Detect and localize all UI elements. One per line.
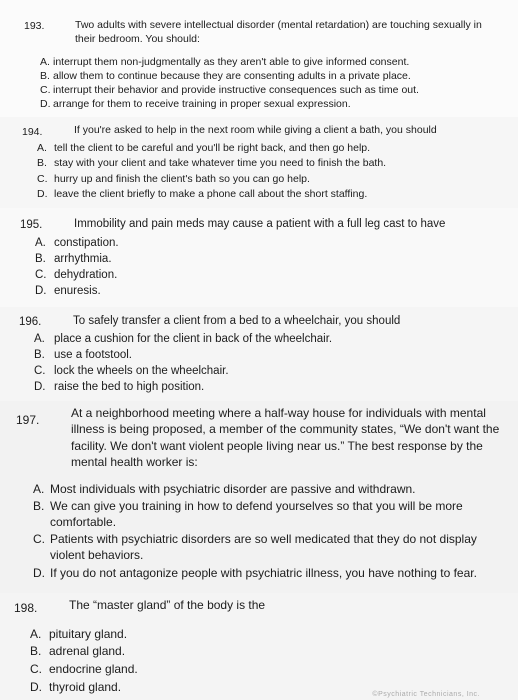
question-stem: If you're asked to help in the next room while giving a client a bath, you should (74, 124, 437, 136)
answer-option-c[interactable]: C. hurry up and finish the client's bath so you can go help. (37, 173, 310, 185)
answer-option-b[interactable]: B. use a footstool. (34, 349, 132, 361)
answer-option-d[interactable]: D. raise the bed to high position. (34, 381, 205, 393)
answer-option-b[interactable]: B. We can give you training in how to defend yourselves so that you will be more comfortable. (33, 499, 463, 530)
answer-option-c[interactable]: C. lock the wheels on the wheelchair. (34, 365, 229, 377)
question-number: 197. (16, 413, 40, 427)
answer-option-a[interactable]: A. constipation. (35, 237, 119, 249)
question-stem: The “master gland” of the body is the (69, 598, 266, 612)
answer-option-a[interactable]: A. interrupt them non-judgmentally as they aren't able to give informed consent. (40, 56, 410, 68)
question-number: 195. (20, 219, 43, 231)
answer-option-a[interactable]: A. tell the client to be careful and you'll be right back, and then go help. (37, 142, 371, 154)
answer-option-a[interactable]: A. Most individuals with psychiatric disorder are passive and withdrawn. (33, 482, 416, 496)
answer-option-d[interactable]: D. If you do not antagonize people with psychiatric illness, you have nothing to fear. (33, 566, 477, 580)
answer-option-d[interactable]: D. arrange for them to receive training in proper sexual expression. (40, 98, 351, 110)
question-stem: Two adults with severe intellectual disorder (mental retardation) are touching sexually in their bedroom. You should: (75, 19, 482, 45)
answer-option-a[interactable]: A. place a cushion for the client in back of the wheelchair. (34, 333, 333, 345)
answer-option-c[interactable]: C. endocrine gland. (30, 662, 138, 676)
question-number: 194. (22, 126, 43, 138)
answer-option-b[interactable]: B. allow them to continue because they are consenting adults in a private place. (40, 70, 411, 82)
copyright-footer: ©Psychiatric Technicians, Inc. (372, 691, 480, 698)
question-number: 198. (14, 601, 38, 615)
answer-option-b[interactable]: B. arrhythmia. (35, 253, 112, 265)
answer-option-c[interactable]: C. Patients with psychiatric disorders are so well medicated that they do not display violent behaviors. (33, 532, 477, 563)
question-number: 196. (19, 316, 42, 328)
answer-option-c[interactable]: C. interrupt their behavior and provide instructive consequences such as time out. (40, 84, 419, 96)
answer-option-a[interactable]: A. pituitary gland. (30, 627, 128, 641)
answer-option-d[interactable]: D. thyroid gland. (30, 680, 122, 694)
question-stem: At a neighborhood meeting where a half-way house for individuals with mental illness is being proposed, a member of the community states, “We don't want the facility. We don't want violent people living near us.” The best response by the mental health worker is: (71, 406, 500, 469)
question-stem: Immobility and pain meds may cause a patient with a full leg cast to have (74, 218, 446, 230)
answer-option-b[interactable]: B. adrenal gland. (30, 644, 126, 658)
answer-option-d[interactable]: D. leave the client briefly to make a phone call about the short staffing. (37, 188, 368, 200)
answer-option-d[interactable]: D. enuresis. (35, 285, 101, 297)
question-number: 193. (24, 20, 45, 32)
answer-option-c[interactable]: C. dehydration. (35, 269, 118, 281)
question-stem: To safely transfer a client from a bed to a wheelchair, you should (73, 315, 401, 327)
answer-option-b[interactable]: B. stay with your client and take whatever time you need to finish the bath. (37, 157, 387, 169)
